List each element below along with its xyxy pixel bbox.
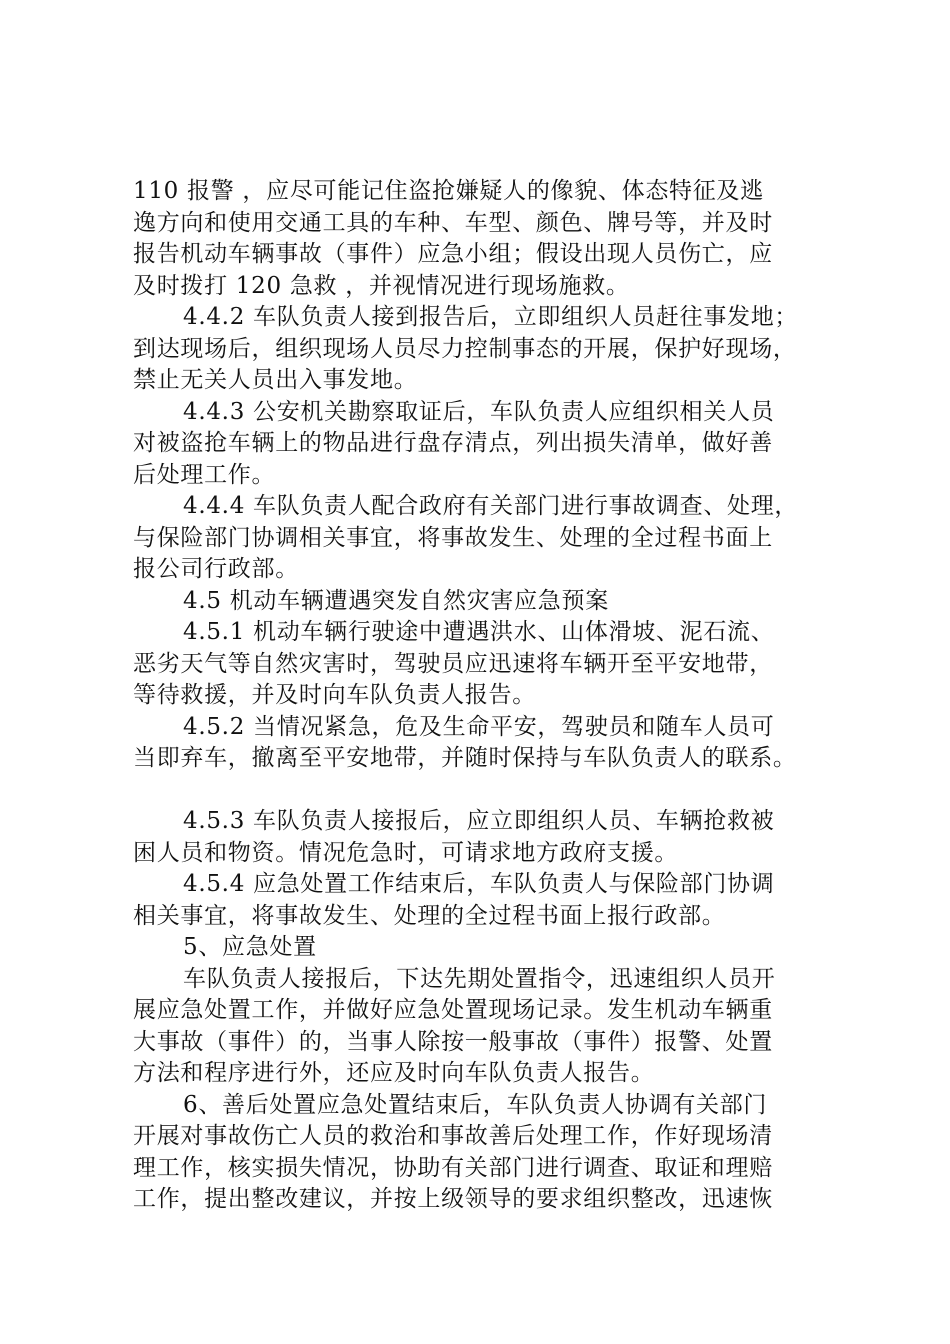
- text-line: 当即弃车，撤离至平安地带，并随时保持与车队负责人的联系。: [133, 745, 797, 771]
- text-line: 开展对事故伤亡人员的救治和事故善后处理工作，作好现场清: [133, 1123, 773, 1149]
- text-line: 理工作，核实损失情况，协助有关部门进行调查、取证和理赔: [133, 1154, 773, 1181]
- paragraph-start-4-5-2: 4.5.2 当情况紧急，危及生命平安，驾驶员和随车人员可: [183, 713, 775, 740]
- paragraph-start-4-5-3: 4.5.3 车队负责人接报后，应立即组织人员、车辆抢救被: [183, 808, 775, 834]
- text-line: 展应急处置工作，并做好应急处置现场记录。发生机动车辆重: [133, 997, 773, 1023]
- section-heading-6: 6、善后处置应急处置结束后，车队负责人协调有关部门: [183, 1091, 768, 1118]
- paragraph-start-4-5-1: 4.5.1 机动车辆行驶途中遭遇洪水、山体滑坡、泥石流、: [183, 619, 775, 645]
- text-line: 恶劣天气等自然灾害时，驾驶员应迅速将车辆开至平安地带，: [133, 650, 773, 677]
- paragraph-start-response: 车队负责人接报后，下达先期处置指令，迅速组织人员开: [183, 965, 776, 992]
- text-line: 报公司行政部。: [133, 556, 299, 582]
- text-line: 等待救援，并及时向车队负责人报告。: [133, 682, 536, 708]
- section-heading-4-5: 4.5 机动车辆遭遇突发自然灾害应急预案: [183, 587, 609, 614]
- text-line: 后处理工作。: [133, 461, 276, 488]
- text-line: 相关事宜，将事故发生、处理的全过程书面上报行政部。: [133, 902, 726, 929]
- section-heading-5: 5、应急处置: [183, 934, 317, 960]
- paragraph-start-4-5-4: 4.5.4 应急处置工作结束后，车队负责人与保险部门协调: [183, 871, 775, 897]
- text-line: 对被盗抢车辆上的物品进行盘存清点，列出损失清单，做好善: [133, 430, 773, 456]
- text-line: 到达现场后，组织现场人员尽力控制事态的开展，保护好现场，: [133, 335, 797, 362]
- text-line: 与保险部门协调相关事宜，将事故发生、处理的全过程书面上: [133, 524, 773, 551]
- text-line: 方法和程序进行外，还应及时向车队负责人报告。: [133, 1060, 655, 1086]
- text-line: 报告机动车辆事故（事件）应急小组；假设出现人员伤亡，应: [133, 241, 773, 267]
- paragraph-start-4-4-3: 4.4.3 公安机关勘察取证后，车队负责人应组织相关人员: [183, 398, 775, 425]
- body-text: [133, 176, 843, 1216]
- paragraph-start-4-4-4: 4.4.4 车队负责人配合政府有关部门进行事故调查、处理，: [183, 493, 799, 519]
- text-line: 逸方向和使用交通工具的车种、车型、颜色、牌号等，并及时: [133, 209, 773, 236]
- text-line: 大事故（事件）的，当事人除按一般事故（事件）报警、处置: [133, 1028, 773, 1055]
- text-line: 及时拨打 120 急救 ，并视情况进行现场施救。: [133, 272, 630, 299]
- paragraph-start-4-4-2: 4.4.2 车队负责人接到报告后，立即组织人员赶往事发地；: [183, 304, 799, 330]
- text-line: 110 报警 ，应尽可能记住盗抢嫌疑人的像貌、体态特征及逃: [133, 178, 764, 204]
- text-line: 禁止无关人员出入事发地。: [133, 367, 418, 393]
- text-line: 工作，提出整改建议，并按上级领导的要求组织整改，迅速恢: [133, 1186, 773, 1212]
- blank-line: [133, 775, 843, 807]
- text-line: 困人员和物资。情况危急时，可请求地方政府支援。: [133, 839, 679, 866]
